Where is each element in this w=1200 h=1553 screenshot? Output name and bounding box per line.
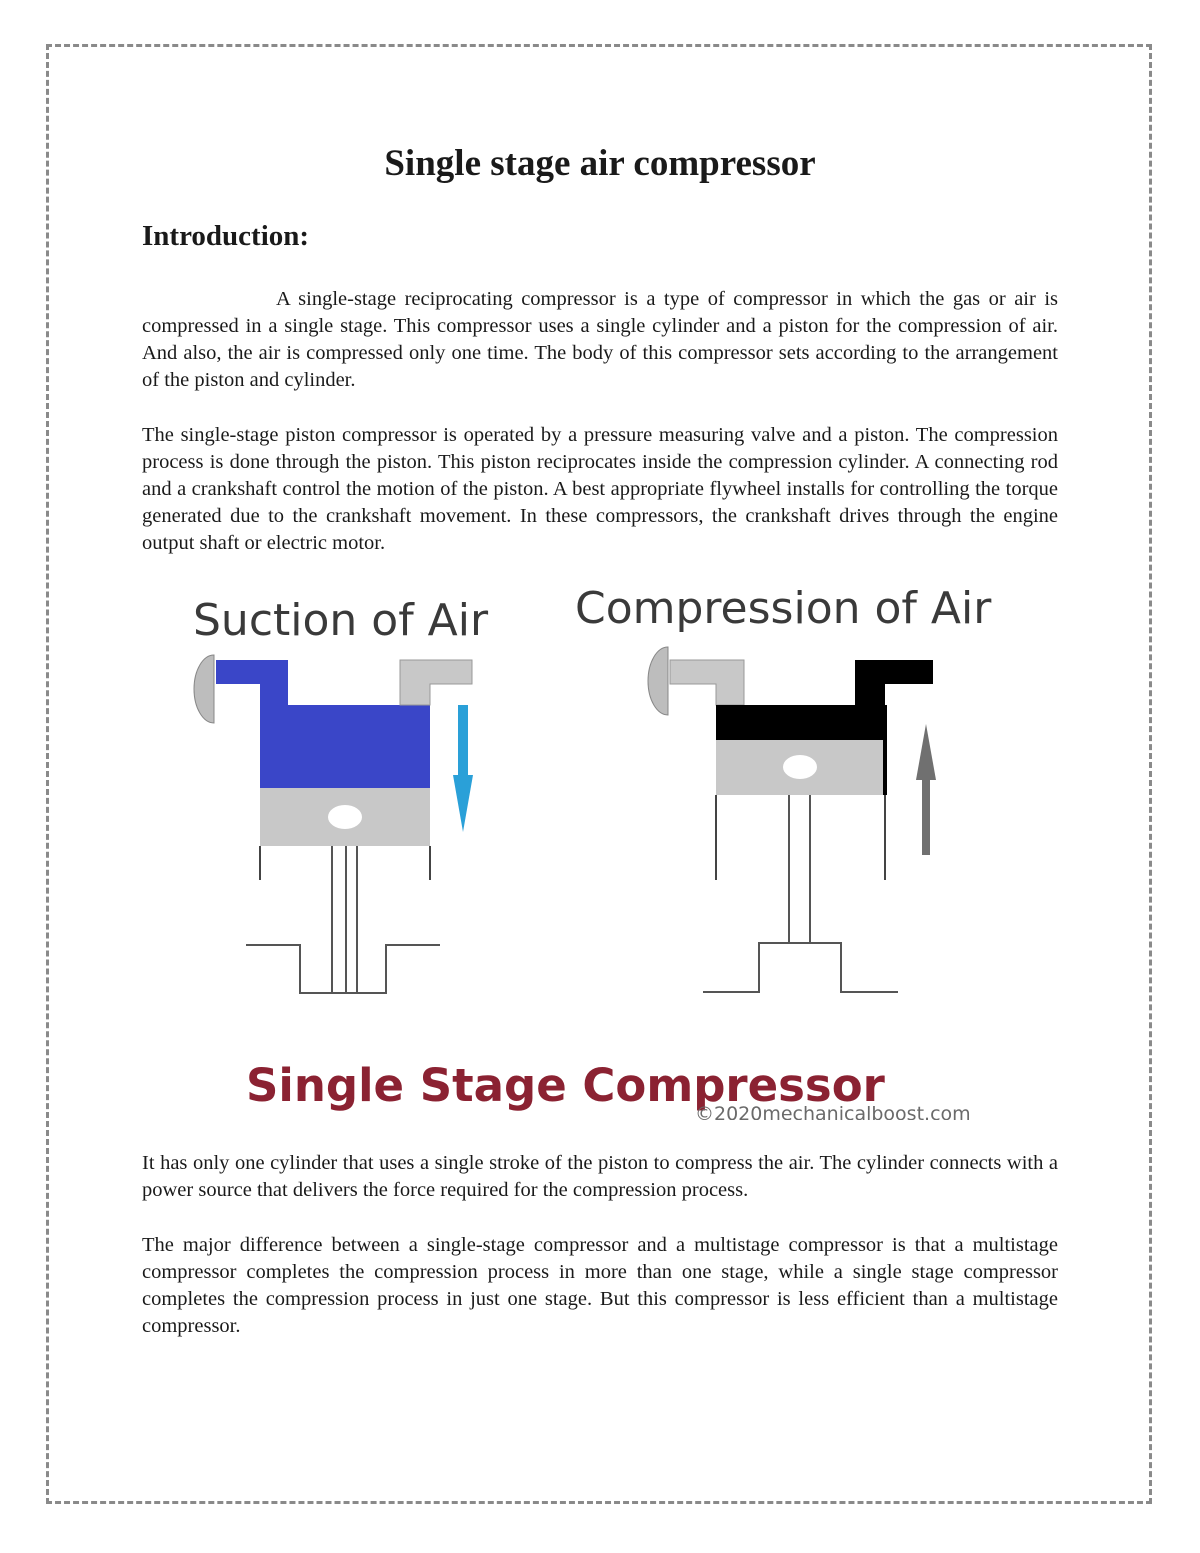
compression-crank-base	[703, 943, 898, 992]
compression-inlet-valve-cap	[648, 647, 668, 715]
compression-inlet-port	[670, 660, 744, 705]
compressor-diagram	[150, 580, 1050, 1120]
suction-outlet-port	[400, 660, 472, 705]
up-arrow-shaft	[922, 770, 930, 855]
compression-label: Compression of Air	[575, 583, 992, 634]
up-arrow-head	[916, 724, 936, 780]
suction-inlet-valve-cap	[194, 655, 214, 723]
paragraph-difference: The major difference between a single-stage compressor and a multistage compressor is that a multistage compressor completes the compression process in more than one stage, while a single stage compressor completes the compression process in just one stage. But this compressor is less efficient than a multistage compressor.	[142, 1234, 1058, 1337]
suction-crank-base	[246, 945, 440, 993]
diagram-caption: Single Stage Compressor	[246, 1059, 885, 1112]
paragraph-operation: The single-stage piston compressor is operated by a pressure measuring valve and a piston. The compression process is done through the piston. This piston reciprocates inside the compression cylinder. A connecting rod and a crankshaft control the motion of the piston. A best appropriate flywheel installs for controlling the torque generated due to the crankshaft movement. In these compressors, the crankshaft drives through the engine output shaft or electric motor.	[142, 424, 1058, 554]
suction-label: Suction of Air	[193, 595, 489, 646]
paragraph-cylinder: It has only one cylinder that uses a single stroke of the piston to compress the air. The cylinder connects with a power source that delivers the force required for the compression process.	[142, 1152, 1058, 1201]
suction-diagram	[194, 655, 473, 993]
suction-air-volume	[216, 660, 430, 788]
page-title: Single stage air compressor	[384, 143, 816, 184]
down-arrow-shaft	[458, 705, 468, 785]
compression-diagram	[648, 647, 936, 992]
introduction-heading: Introduction:	[142, 220, 310, 252]
paragraph-intro: A single-stage reciprocating compressor is a type of compressor in which the gas or air is compressed in a single stage. This compressor uses a single cylinder and a piston for the compression of air. And also, the air is compressed only one time. The body of this compressor sets according to the arrangement of the piston and cylinder.	[142, 288, 1058, 391]
compression-wrist-pin	[783, 755, 817, 779]
suction-wrist-pin	[328, 805, 362, 829]
down-arrow-head	[453, 775, 473, 832]
watermark: ©2020mechanicalboost.com	[695, 1103, 971, 1120]
